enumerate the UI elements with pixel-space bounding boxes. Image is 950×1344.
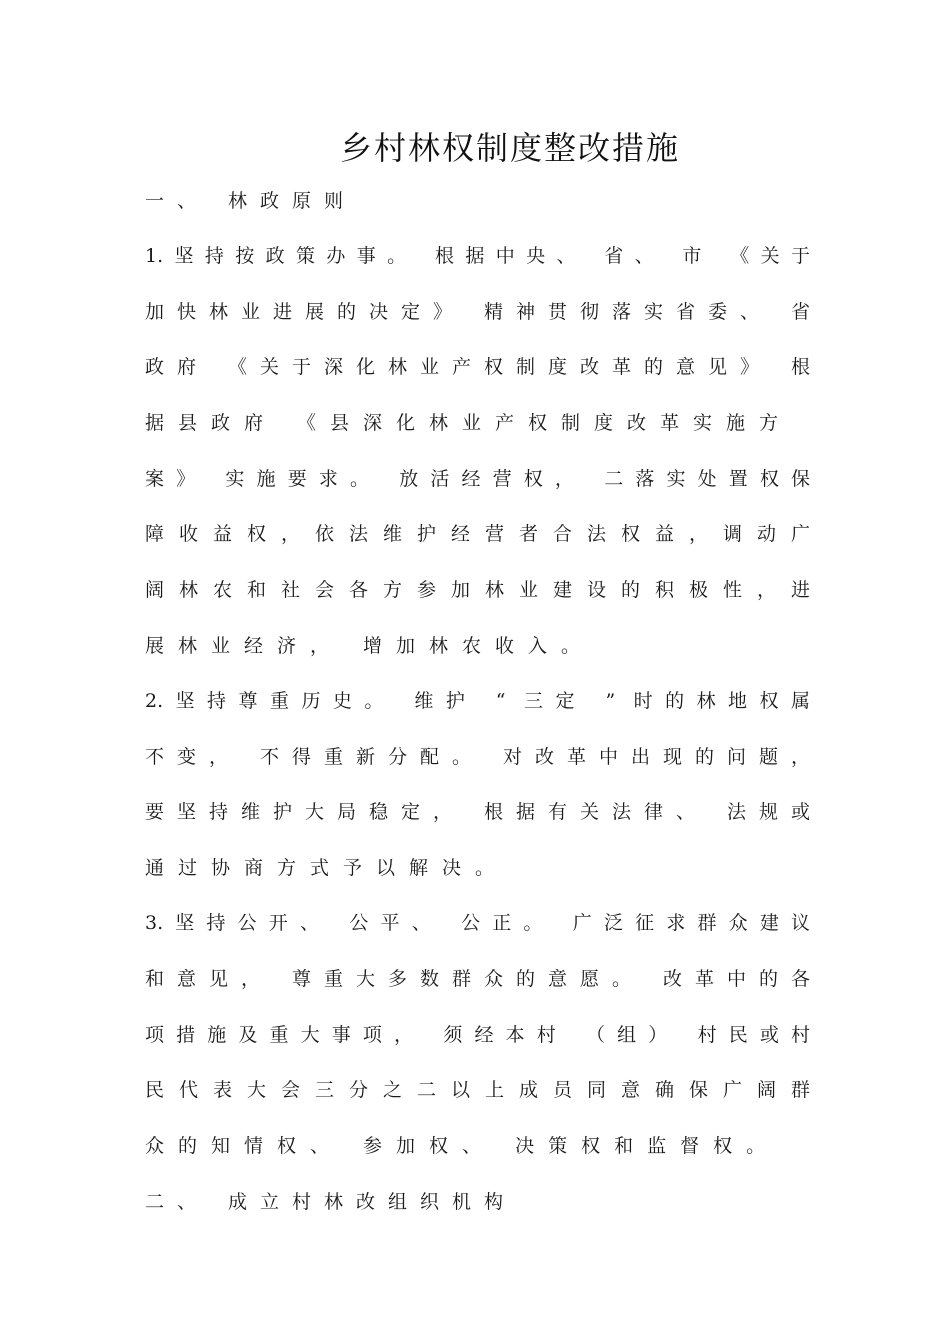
paragraph-line: 案》 实施要求。 放活经营权， 二落实处置权保 bbox=[145, 468, 810, 490]
paragraph-line: 民代表大会三分之二以上成员同意确保广阔群 bbox=[145, 1079, 810, 1101]
paragraph-line: 众的知情权、 参加权、 决策权和监督权。 bbox=[145, 1135, 780, 1157]
paragraph-line: 不变， 不得重新分配。 对改革中出现的问题， bbox=[145, 746, 810, 768]
section-heading-2: 二、 成立村林改组织机构 bbox=[145, 1191, 517, 1213]
paragraph-line: 项措施及重大事项， 须经本村 （组） 村民或村 bbox=[145, 1024, 810, 1046]
paragraph-line: 加快林业进展的决定》 精神贯彻落实省委、 省 bbox=[145, 301, 810, 323]
section-heading-1: 一、 林政原则 bbox=[145, 190, 357, 212]
paragraph-line: 3.坚持公开、 公平、 公正。 广泛征求群众建议 bbox=[145, 912, 810, 934]
paragraph-line: 政府 《关于深化林业产权制度改革的意见》 根 bbox=[145, 356, 810, 378]
paragraph-line: 要坚持维护大局稳定， 根据有关法律、 法规或 bbox=[145, 801, 810, 823]
paragraph-line: 障收益权，依法维护经营者合法权益，调动广 bbox=[145, 523, 810, 545]
paragraph-line: 据县政府 《县深化林业产权制度改革实施方 bbox=[145, 412, 793, 434]
paragraph-line: 通过协商方式予以解决。 bbox=[145, 857, 509, 879]
paragraph-line: 展林业经济， 增加林农收入。 bbox=[145, 635, 595, 657]
paragraph-line: 阔林农和社会各方参加林业建设的积极性，进 bbox=[145, 579, 810, 601]
document-title: 乡村林权制度整改措施 bbox=[339, 129, 680, 167]
paragraph-line: 和意见， 尊重大多数群众的意愿。 改革中的各 bbox=[145, 968, 810, 990]
paragraph-line: 2.坚持尊重历史。 维护 “ 三定 ” 时的林地权属 bbox=[145, 690, 810, 712]
paragraph-line: 1.坚持按政策办事。 根据中央、 省、 市 《关于 bbox=[145, 245, 810, 267]
